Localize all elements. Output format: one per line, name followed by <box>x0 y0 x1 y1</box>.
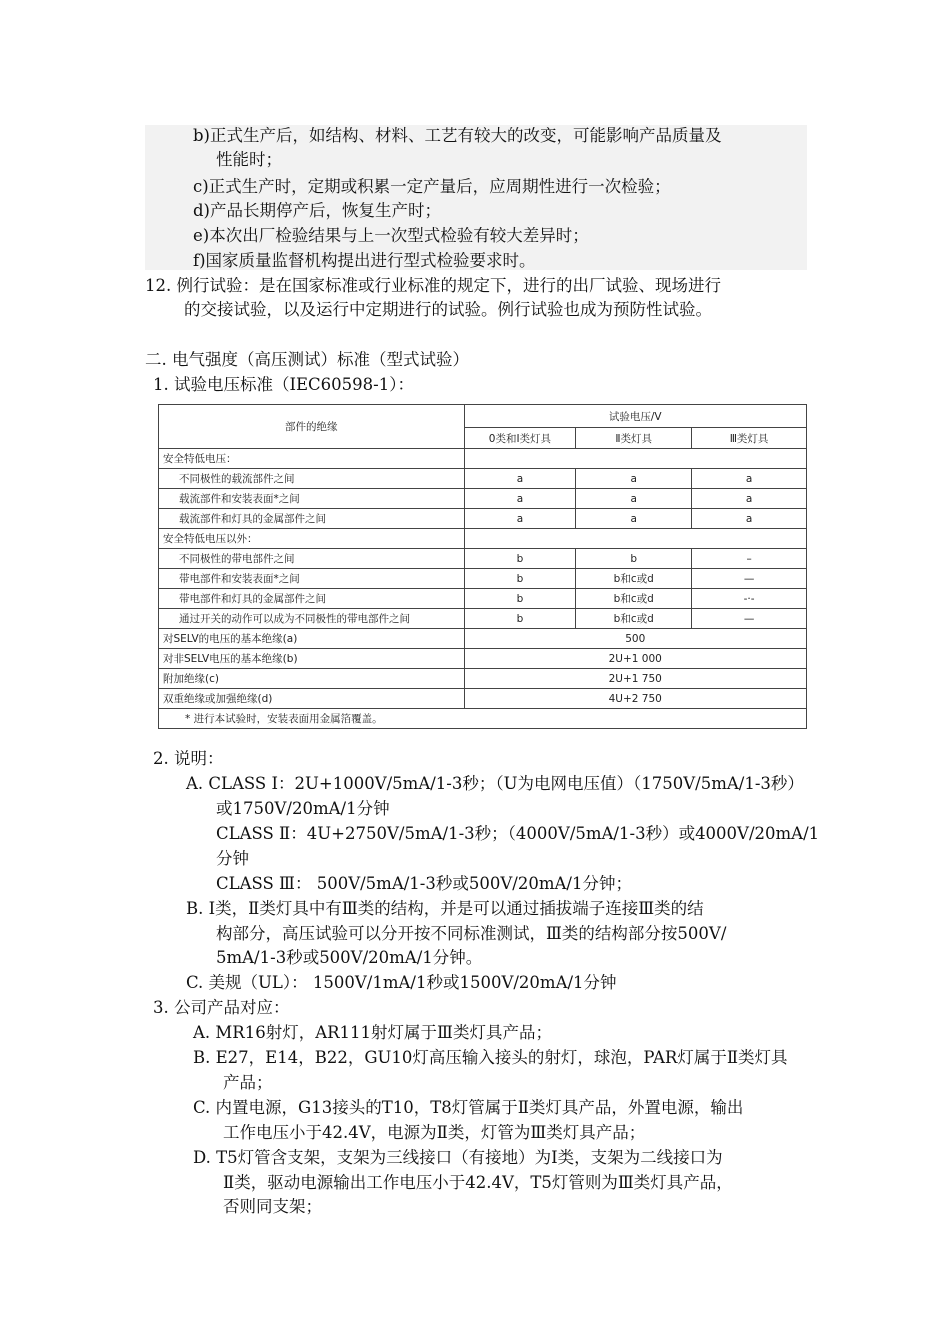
cell: 2U+1 000 <box>464 649 807 669</box>
cell: a <box>692 469 807 489</box>
text-line: 否则同支架； <box>223 1197 322 1216</box>
text-line: 构部分，高压试验可以分开按不同标准测试，Ⅲ类的结构部分按500V/ <box>216 924 727 943</box>
text-line: 的交接试验，以及运行中定期进行的试验。例行试验也成为预防性试验。 <box>184 300 712 319</box>
text-line: CLASS Ⅱ：4U+2750V/5mA/1-3秒；（4000V/5mA/1-3秒）或4000V/20mA/1 <box>216 824 820 843</box>
table-row <box>159 569 807 589</box>
text-line: Ⅱ类，驱动电源输出工作电压小于42.4V，T5灯管则为Ⅲ类灯具产品， <box>223 1173 733 1192</box>
cell: a <box>464 509 576 529</box>
section-title: 二. 电气强度（高压测试）标准（型式试验） <box>145 350 469 369</box>
row-label: 附加绝缘(c) <box>159 669 465 689</box>
text-line: CLASS Ⅲ： 500V/5mA/1-3秒或500V/20mA/1分钟； <box>216 874 632 893</box>
row-label: 通过开关的动作可以成为不同极性的带电部件之间 <box>159 609 465 629</box>
table-row <box>159 509 807 529</box>
text-line: e)本次出厂检验结果与上一次型式检验有较大差异时； <box>193 226 589 245</box>
section-label: 安全特低电压以外： <box>159 529 465 549</box>
cell: — <box>692 569 807 589</box>
text-line: 分钟 <box>216 849 249 868</box>
text-line: d)产品长期停产后，恢复生产时； <box>193 201 441 220</box>
text-line: 2. 说明： <box>153 749 224 768</box>
cell: b <box>464 549 576 569</box>
cell: 500 <box>464 629 807 649</box>
text-line: C. 内置电源，G13接头的T10，T8灯管属于Ⅱ类灯具产品，外置电源，输出 <box>193 1098 744 1117</box>
text-line: A. MR16射灯，AR111射灯属于Ⅲ类灯具产品； <box>193 1023 552 1042</box>
row-label: 不同极性的载流部件之间 <box>159 469 465 489</box>
item-title: 1. 试验电压标准（IEC60598-1）： <box>153 375 414 394</box>
cell: a <box>692 509 807 529</box>
cell: a <box>692 489 807 509</box>
table-row <box>159 609 807 629</box>
table-footnote: * 进行本试验时，安装表面用金属箔覆盖。 <box>159 709 807 729</box>
col-header: Ⅱ类灯具 <box>576 428 692 449</box>
text-line: B. Ⅰ类，Ⅱ类灯具中有Ⅲ类的结构，并是可以通过插拔端子连接Ⅲ类的结 <box>186 899 704 918</box>
cell: b <box>464 609 576 629</box>
text-line: 性能时； <box>216 150 282 169</box>
cell: -·- <box>692 589 807 609</box>
text-line: 12. 例行试验：是在国家标准或行业标准的规定下，进行的出厂试验、现场进行 <box>145 276 721 295</box>
text-line: 3. 公司产品对应： <box>153 998 290 1017</box>
cell: – <box>692 549 807 569</box>
text-line: 产品； <box>223 1073 273 1092</box>
text-line: 或1750V/20mA/1分钟 <box>216 799 390 818</box>
row-label: 载流部件和安装表面*之间 <box>159 489 465 509</box>
empty-cell <box>464 529 807 549</box>
row-label: 双重绝缘或加强绝缘(d) <box>159 689 465 709</box>
header-voltage: 试验电压/V <box>464 405 807 428</box>
cell: a <box>576 509 692 529</box>
text-line: f)国家质量监督机构提出进行型式检验要求时。 <box>193 251 536 270</box>
test-voltage-table <box>158 404 807 729</box>
row-label: 带电部件和安装表面*之间 <box>159 569 465 589</box>
cell: b和c或d <box>576 609 692 629</box>
cell: b <box>464 569 576 589</box>
cell: b <box>464 589 576 609</box>
cell: b <box>576 549 692 569</box>
table-row <box>159 649 807 669</box>
table-row <box>159 689 807 709</box>
table-row <box>159 589 807 609</box>
cell: 4U+2 750 <box>464 689 807 709</box>
cell: a <box>464 469 576 489</box>
table-row <box>159 629 807 649</box>
cell: b和c或d <box>576 589 692 609</box>
row-label: 对非SELV电压的基本绝缘(b) <box>159 649 465 669</box>
text-line: c)正式生产时，定期或积累一定产量后，应周期性进行一次检验； <box>193 177 671 196</box>
cell: — <box>692 609 807 629</box>
table-row <box>159 549 807 569</box>
row-label: 载流部件和灯具的金属部件之间 <box>159 509 465 529</box>
cell: a <box>576 489 692 509</box>
text-line: D. T5灯管含支架，支架为三线接口（有接地）为Ⅰ类，支架为二线接口为 <box>193 1148 723 1167</box>
table-row <box>159 469 807 489</box>
row-label: 带电部件和灯具的金属部件之间 <box>159 589 465 609</box>
cell: b和c或d <box>576 569 692 589</box>
cell: a <box>464 489 576 509</box>
table-row <box>159 489 807 509</box>
text-line: 工作电压小于42.4V，电源为Ⅱ类，灯管为Ⅲ类灯具产品； <box>223 1123 646 1142</box>
row-label: 对SELV的电压的基本绝缘(a) <box>159 629 465 649</box>
row-label: 不同极性的带电部件之间 <box>159 549 465 569</box>
text-line: b)正式生产后，如结构、材料、工艺有较大的改变，可能影响产品质量及 <box>193 126 722 145</box>
col-header: 0类和Ⅰ类灯具 <box>464 428 576 449</box>
header-part: 部件的绝缘 <box>159 405 465 449</box>
empty-cell <box>464 449 807 469</box>
cell: 2U+1 750 <box>464 669 807 689</box>
text-line: C. 美规（UL）： 1500V/1mA/1秒或1500V/20mA/1分钟 <box>186 973 617 992</box>
text-line: B. E27，E14，B22，GU10灯高压输入接头的射灯，球泡，PAR灯属于Ⅱ类灯具 <box>193 1048 788 1067</box>
cell: a <box>576 469 692 489</box>
text-line: A. CLASS Ⅰ：2U+1000V/5mA/1-3秒；（U为电网电压值）（1750V/5mA/1-3秒） <box>186 774 804 793</box>
section-label: 安全特低电压： <box>159 449 465 469</box>
text-line: 5mA/1-3秒或500V/20mA/1分钟。 <box>216 948 483 967</box>
col-header: Ⅲ类灯具 <box>692 428 807 449</box>
table-row <box>159 669 807 689</box>
